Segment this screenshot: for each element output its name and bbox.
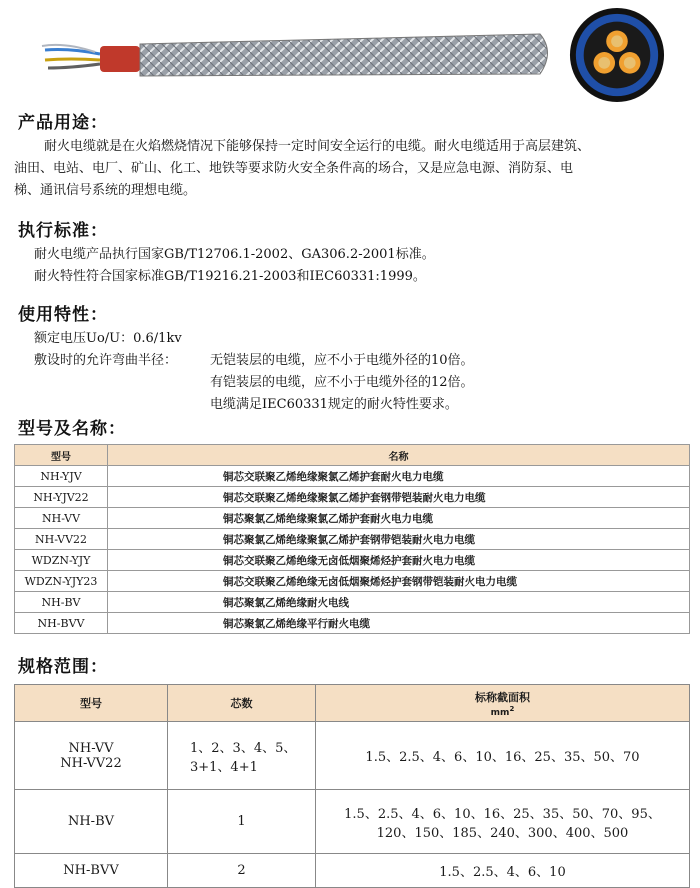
name-cell: 铜芯交联聚乙烯绝缘无卤低烟聚烯烃护套耐火电力电缆 — [108, 550, 690, 571]
voltage-text: 额定电压Uo/U：0.6/1kv — [34, 331, 182, 346]
standard-line-2: 耐火特性符合国家标准GB/T19216.21-2003和IEC60331:1999。 — [34, 269, 426, 284]
model-cell: NH-VV22 — [15, 529, 108, 550]
name-cell: 铜芯交联聚乙烯绝缘无卤低烟聚烯烃护套钢带铠装耐火电力电缆 — [108, 571, 690, 592]
spec-area-line: 1.5、2.5、4、6、10 — [439, 865, 566, 880]
table-row — [15, 592, 690, 613]
standard-heading: 执行标准： — [18, 221, 108, 241]
spec-col-area — [316, 685, 690, 722]
spec-area-line: 120、150、185、240、300、400、500 — [376, 825, 629, 841]
spec-area-line: 1.5、2.5、4、6、10、16、25、35、50、70 — [365, 750, 640, 765]
model-cell: WDZN-YJY — [15, 550, 108, 571]
usage-line-3: 梯、通讯信号系统的理想电缆。 — [14, 183, 197, 198]
bend-line-3: 电缆满足IEC60331规定的耐火特性要求。 — [210, 397, 458, 412]
spec-area-cell — [316, 790, 690, 854]
spec-col-area-label: 标称截面积 — [475, 690, 530, 704]
name-cell: 铜芯聚氯乙烯绝缘耐火电线 — [108, 592, 690, 613]
model-cell: NH-YJV22 — [15, 487, 108, 508]
models-table — [14, 444, 690, 634]
table-row — [15, 571, 690, 592]
spec-col-cores: 芯数 — [168, 685, 316, 722]
spec-cores-cell — [168, 854, 316, 888]
spec-area-cell — [316, 722, 690, 790]
spec-col-area-unit: mm — [490, 707, 510, 718]
usage-line-2: 油田、电站、电厂、矿山、化工、地铁等要求防火安全条件高的场合，又是应急电源、消防泵、电 — [14, 161, 574, 176]
table-row — [15, 508, 690, 529]
models-col-model: 型号 — [15, 445, 108, 466]
spec-area-cell — [316, 854, 690, 888]
spec-col-area-unit-sup: 2 — [509, 704, 515, 713]
spec-model-line: NH-BV — [67, 814, 115, 829]
bend-line-2: 有铠装层的电缆，应不小于电缆外径的12倍。 — [210, 375, 474, 390]
cable-photo — [40, 22, 560, 92]
bend-line-1: 无铠装层的电缆，应不小于电缆外径的10倍。 — [210, 353, 474, 368]
models-heading: 型号及名称： — [18, 419, 126, 439]
models-header-row — [15, 445, 690, 466]
usage-heading: 产品用途： — [18, 113, 108, 133]
spec-area-line: 1.5、2.5、4、6、10、16、25、35、50、70、95、 — [344, 806, 661, 822]
name-cell: 铜芯交联聚乙烯绝缘聚氯乙烯护套耐火电力电缆 — [108, 466, 690, 487]
table-row — [15, 722, 690, 790]
spec-cores-line: 1、2、3、4、5、 — [190, 740, 297, 756]
spec-model-cell — [15, 790, 168, 854]
name-cell: 铜芯交联聚乙烯绝缘聚氯乙烯护套钢带铠装耐火电力电缆 — [108, 487, 690, 508]
name-cell: 铜芯聚氯乙烯绝缘聚氯乙烯护套耐火电力电缆 — [108, 508, 690, 529]
spec-model-cell — [15, 854, 168, 888]
model-cell: NH-VV — [15, 508, 108, 529]
spec-cores-cell — [168, 722, 316, 790]
table-row — [15, 613, 690, 634]
model-cell: WDZN-YJY23 — [15, 571, 108, 592]
spec-col-area-unit-wrap — [317, 705, 688, 718]
spec-header-row — [15, 685, 690, 722]
model-cell: NH-BV — [15, 592, 108, 613]
spec-cores-cell — [168, 790, 316, 854]
name-cell: 铜芯聚氯乙烯绝缘聚氯乙烯护套钢带铠装耐火电力电缆 — [108, 529, 690, 550]
spec-model-line: NH-BVV — [63, 863, 119, 878]
cable-cross-section — [568, 6, 666, 104]
features-heading: 使用特性： — [18, 305, 108, 325]
table-row — [15, 529, 690, 550]
name-cell: 铜芯聚氯乙烯绝缘平行耐火电缆 — [108, 613, 690, 634]
table-row — [15, 790, 690, 854]
spec-cores-line: 1 — [237, 814, 246, 829]
spec-model-line: NH-VV22 — [60, 755, 122, 771]
bend-radius-label: 敷设时的允许弯曲半径： — [34, 353, 178, 368]
spec-table — [14, 684, 690, 888]
table-row — [15, 466, 690, 487]
model-cell: NH-BVV — [15, 613, 108, 634]
table-row — [15, 550, 690, 571]
spec-model-line: NH-VV — [68, 740, 114, 756]
spec-cores-line: 3+1、4+1 — [190, 759, 258, 775]
spec-cores-line: 2 — [237, 863, 246, 878]
spec-col-model: 型号 — [15, 685, 168, 722]
table-row — [15, 854, 690, 888]
spec-model-cell — [15, 722, 168, 790]
usage-line-1: 耐火电缆就是在火焰燃烧情况下能够保持一定时间安全运行的电缆。耐火电缆适用于高层建筑、 — [44, 139, 591, 154]
models-col-name: 名称 — [108, 445, 690, 466]
spec-heading: 规格范围： — [18, 657, 108, 677]
model-cell: NH-YJV — [15, 466, 108, 487]
table-row — [15, 487, 690, 508]
standard-line-1: 耐火电缆产品执行国家GB/T12706.1-2002、GA306.2-2001标准。 — [34, 247, 435, 262]
